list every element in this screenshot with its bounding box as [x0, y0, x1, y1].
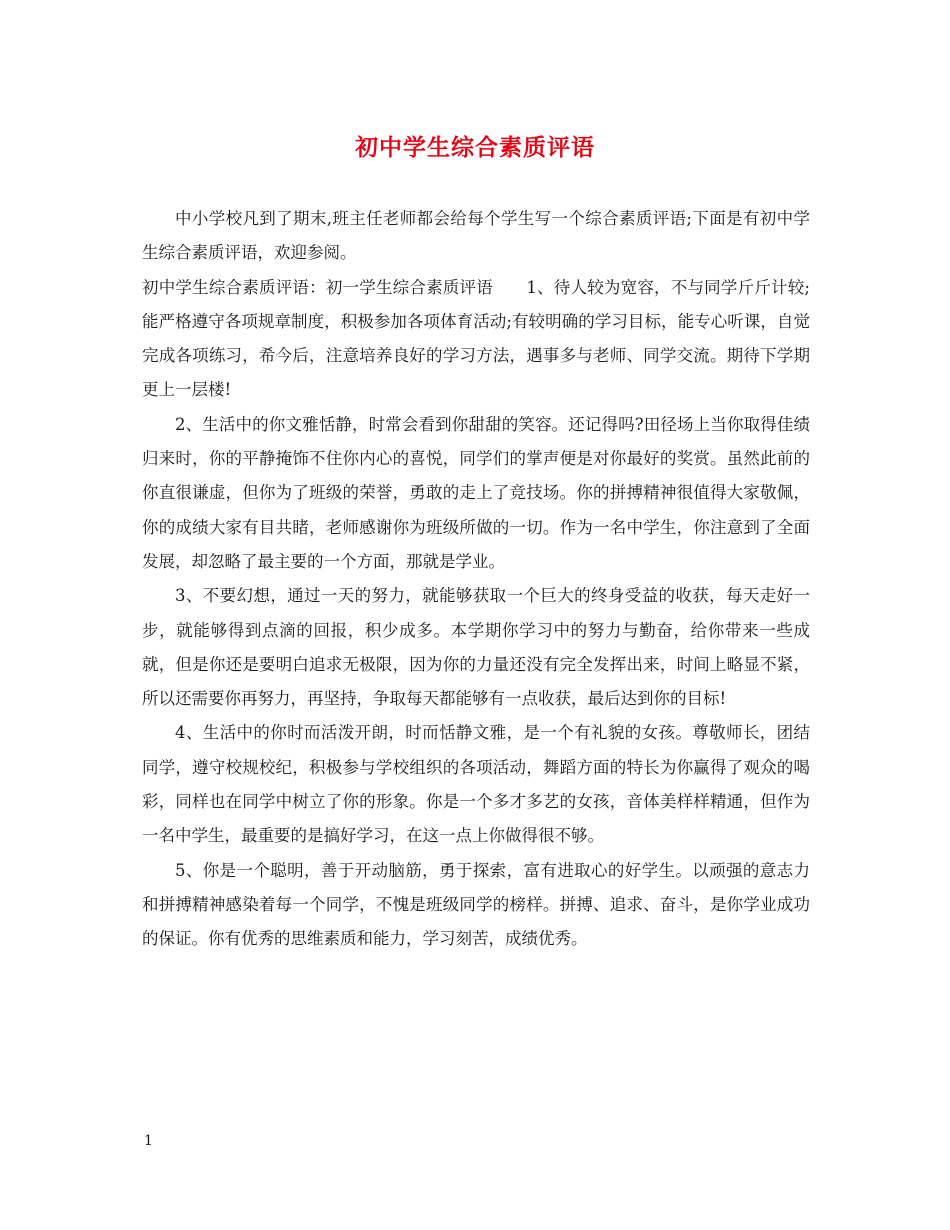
intro-paragraph: 中小学校凡到了期末,班主任老师都会给每个学生写一个综合素质评语;下面是有初中学生综合素质评语，欢迎参阅。 [142, 209, 810, 263]
comment-paragraph-5: 5、你是一个聪明，善于开动脑筋，勇于探索，富有进取心的好学生。以顽强的意志力和拼搏精神感染着每一个同学，不愧是班级同学的榜样。拼搏、追求、奋斗，是你学业成功的保证。你有优秀的思维素质和能力，学习刻苦，成绩优秀。 [142, 860, 810, 949]
comment-paragraph-3: 3、不要幻想，通过一天的努力，就能够获取一个巨大的终身受益的收获，每天走好一步，就能够得到点滴的回报，积少成多。本学期你学习中的努力与勤奋，给你带来一些成就，但是你还是要明白追求无极限，因为你的力量还没有完全发挥出来，时间上略显不紧，所以还需要你再努力，再坚持，争取每天都能够有一点收获，最后达到你的目标! [142, 586, 810, 709]
comment-paragraph-1: 初中学生综合素质评语：初一学生综合素质评语 1、待人较为宽容，不与同学斤斤计较;能严格遵守各项规章制度，积极参加各项体育活动;有较明确的学习目标，能专心听课，自觉完成各项练习，希今后，注意培养良好的学习方法，遇事多与老师、同学交流。期待下学期更上一层楼! [142, 277, 810, 400]
comment-paragraph-2: 2、生活中的你文雅恬静，时常会看到你甜甜的笑容。还记得吗?田径场上当你取得佳绩归来时，你的平静掩饰不住你内心的喜悦，同学们的掌声便是对你最好的奖赏。虽然此前的你直很谦虚，但你为了班级的荣誉，勇敢的走上了竞技场。你的拼搏精神很值得大家敬佩，你的成绩大家有目共睹，老师感谢你为班级所做的一切。作为一名中学生，你注意到了全面发展，却忽略了最主要的一个方面，那就是学业。 [142, 414, 810, 571]
document-body [142, 202, 810, 957]
page-number: 1 [144, 1133, 153, 1149]
comment-paragraph-4: 4、生活中的你时而活泼开朗，时而恬静文雅，是一个有礼貌的女孩。尊敬师长，团结同学，遵守校规校纪，积极参与学校组织的各项活动，舞蹈方面的特长为你赢得了观众的喝彩，同样也在同学中树立了你的形象。你是一个多才多艺的女孩，音体美样样精通，但作为一名中学生，最重要的是搞好学习，在这一点上你做得很不够。 [142, 723, 810, 846]
document-title: 初中学生综合素质评语 [355, 134, 595, 161]
